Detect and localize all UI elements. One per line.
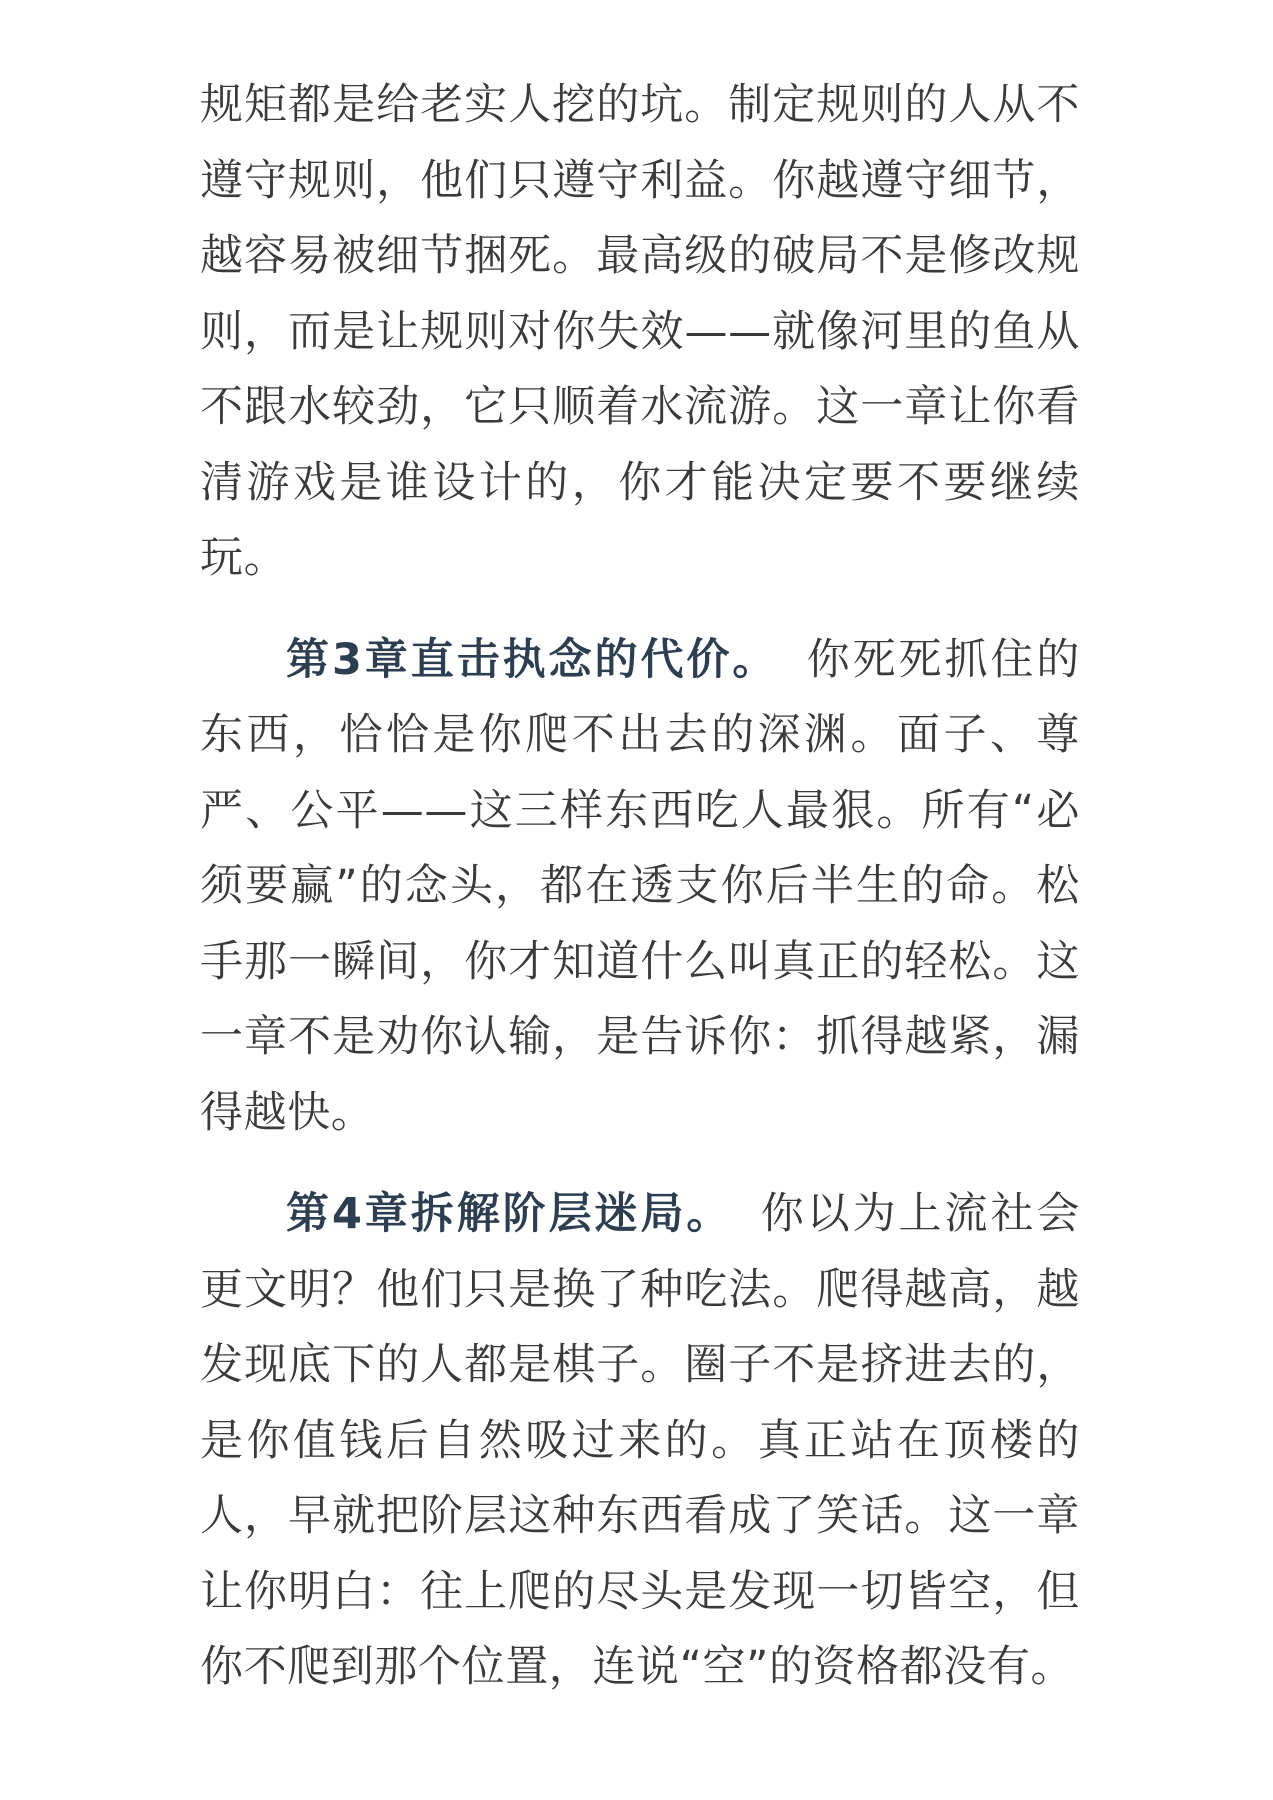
chapter-3-heading: 第3章直击执念的代价。 (286, 634, 779, 685)
paragraph-chapter-4 (200, 1177, 1080, 1706)
article-body (200, 68, 1080, 1732)
paragraph-text: 你死死抓住的东西，恰恰是你爬不出去的深渊。面子、尊严、公平——这三样东西吃人最狠。所有“必须要赢”的念头，都在透支你后半生的命。松手那一瞬间，你才知道什么叫真正的轻松。这一章不是劝你认输，是告诉你：抓得越紧，漏得越快。 (200, 634, 1080, 1138)
paragraph-text: 规矩都是给老实人挖的坑。制定规则的人从不遵守规则，他们只遵守利益。你越遵守细节，越容易被细节捆死。最高级的破局不是修改规则，而是让规则对你失效——就像河里的鱼从不跟水较劲，它只顺着水流游。这一章让你看清游戏是谁设计的，你才能决定要不要继续玩。 (200, 80, 1080, 583)
paragraph-text: 你以为上流社会更文明？他们只是换了种吃法。爬得越高，越发现底下的人都是棋子。圈子不是挤进去的，是你值钱后自然吸过来的。真正站在顶楼的人，早就把阶层这种东西看成了笑话。这一章让你明白：往上爬的尽头是发现一切皆空，但你不爬到那个位置，连说“空”的资格都没有。 (200, 1189, 1080, 1692)
paragraph-rules (200, 68, 1080, 597)
chapter-4-heading: 第4章拆解阶层迷局。 (286, 1189, 733, 1239)
paragraph-chapter-3 (200, 623, 1080, 1152)
